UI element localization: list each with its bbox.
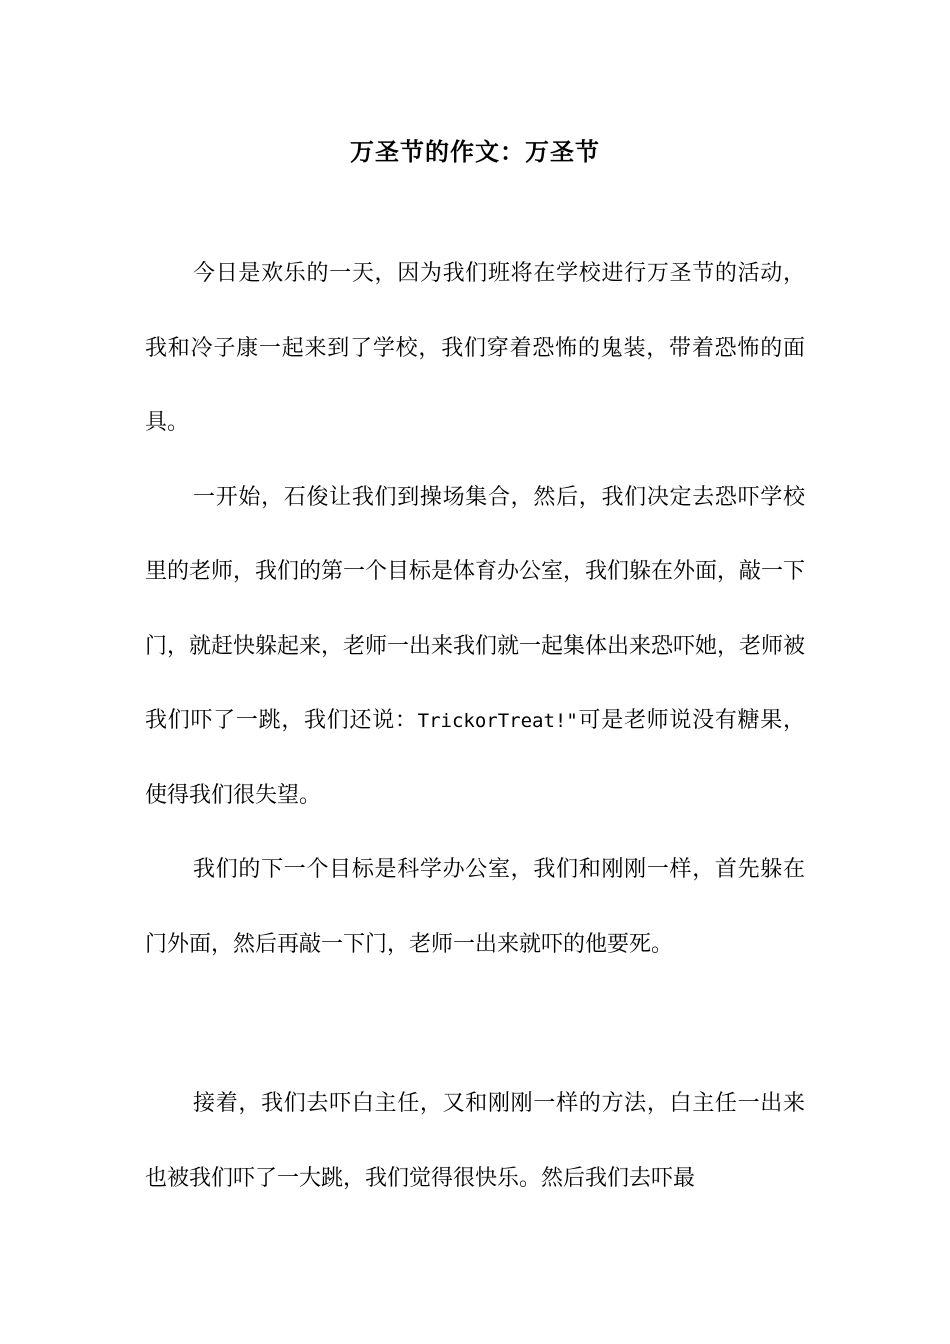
paragraph-2-ending: 可是老师说没有糖果，使得我们很失望。 bbox=[145, 708, 805, 808]
paragraph-2-text: 一开始，石俊让我们到操场集合，然后，我们决定去恐吓学校里的老师，我们的第一个目标是体育办公室，我们躲在外面，敲一下门，就赶快躲起来，老师一出来我们就一起集体出来恐吓她，老师被我们吓了一跳，我们还说： bbox=[145, 484, 806, 733]
paragraph-1: 今日是欢乐的一天，因为我们班将在学校进行万圣节的活动，我和冷子康一起来到了学校，我们穿着恐怖的鬼装，带着恐怖的面具。 bbox=[145, 261, 805, 435]
trick-or-treat-text: TrickorTreat!" bbox=[417, 710, 578, 732]
document-title: 万圣节的作文：万圣节 bbox=[350, 138, 600, 166]
document-body-continued bbox=[145, 1067, 805, 1216]
document-body bbox=[145, 237, 805, 982]
paragraph-2 bbox=[145, 461, 805, 834]
paragraph-4: 接着，我们去吓白主任，又和刚刚一样的方法，白主任一出来也被我们吓了一大跳，我们觉得很快乐。然后我们去吓最 bbox=[145, 1091, 805, 1191]
paragraph-3: 我们的下一个目标是科学办公室，我们和刚刚一样，首先躲在门外面，然后再敲一下门，老师一出来就吓的他要死。 bbox=[145, 857, 805, 957]
